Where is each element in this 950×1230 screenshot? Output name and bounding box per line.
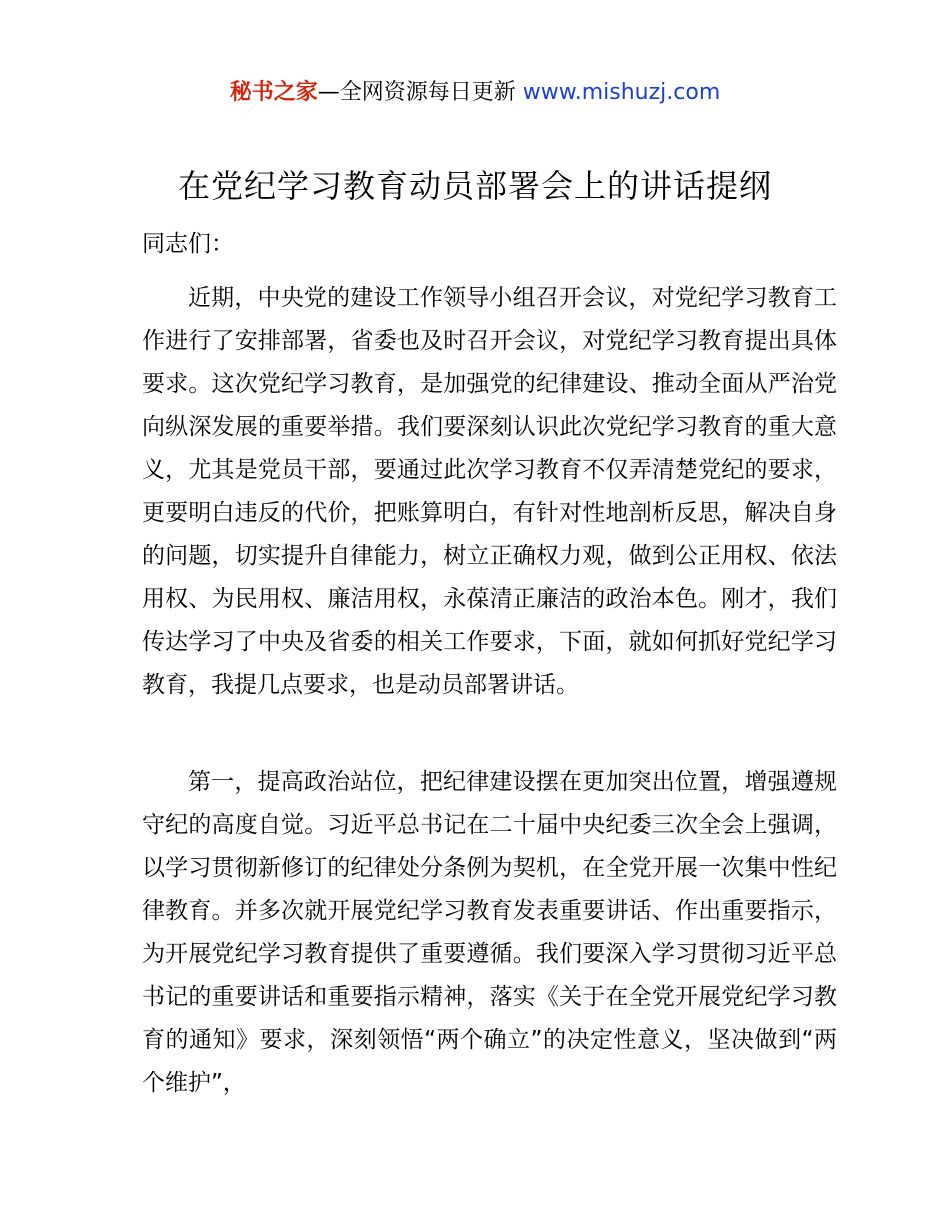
brand-name: 秘书之家	[229, 80, 318, 105]
site-header	[0, 76, 950, 110]
document-title: 在党纪学习教育动员部署会上的讲话提纲	[177, 167, 772, 205]
site-link[interactable]: www.mishuzj.com	[522, 80, 721, 105]
header-tagline: —全网资源每日更新	[317, 80, 523, 105]
paragraph-1: 近期，中央党的建设工作领导小组召开会议，对党纪学习教育工作进行了安排部署，省委也及时召开会议，对党纪学习教育提出具体要求。这次党纪学习教育，是加强党的纪律建设、推动全面从严治党向纵深发展的重要举措。我们要深刻认识此次党纪学习教育的重大意义，尤其是党员干部，要通过此次学习教育不仅弄清楚党纪的要求，更要明白违反的代价，把账算明白，有针对性地剖析反思，解决自身的问题，切实提升自律能力，树立正确权力观，做到公正用权、依法用权、为民用权、廉洁用权，永葆清正廉洁的政治本色。刚才，我们传达学习了中央及省委的相关工作要求，下面，就如何抓好党纪学习教育，我提几点要求，也是动员部署讲话。	[142, 285, 837, 698]
greeting: 同志们：	[142, 231, 234, 257]
paragraph-2: 第一，提高政治站位，把纪律建设摆在更加突出位置，增强遵规守纪的高度自觉。习近平总书记在二十届中央纪委三次全会上强调，以学习贯彻新修订的纪律处分条例为契机，在全党开展一次集中性纪律教育。并多次就开展党纪学习教育发表重要讲话、作出重要指示，为开展党纪学习教育提供了重要遵循。我们要深入学习贯彻习近平总书记的重要讲话和重要指示精神，落实《关于在全党开展党纪学习教育的通知》要求，深刻领悟“两个确立”的决定性意义，坚决做到“两个维护”，	[142, 769, 837, 1096]
